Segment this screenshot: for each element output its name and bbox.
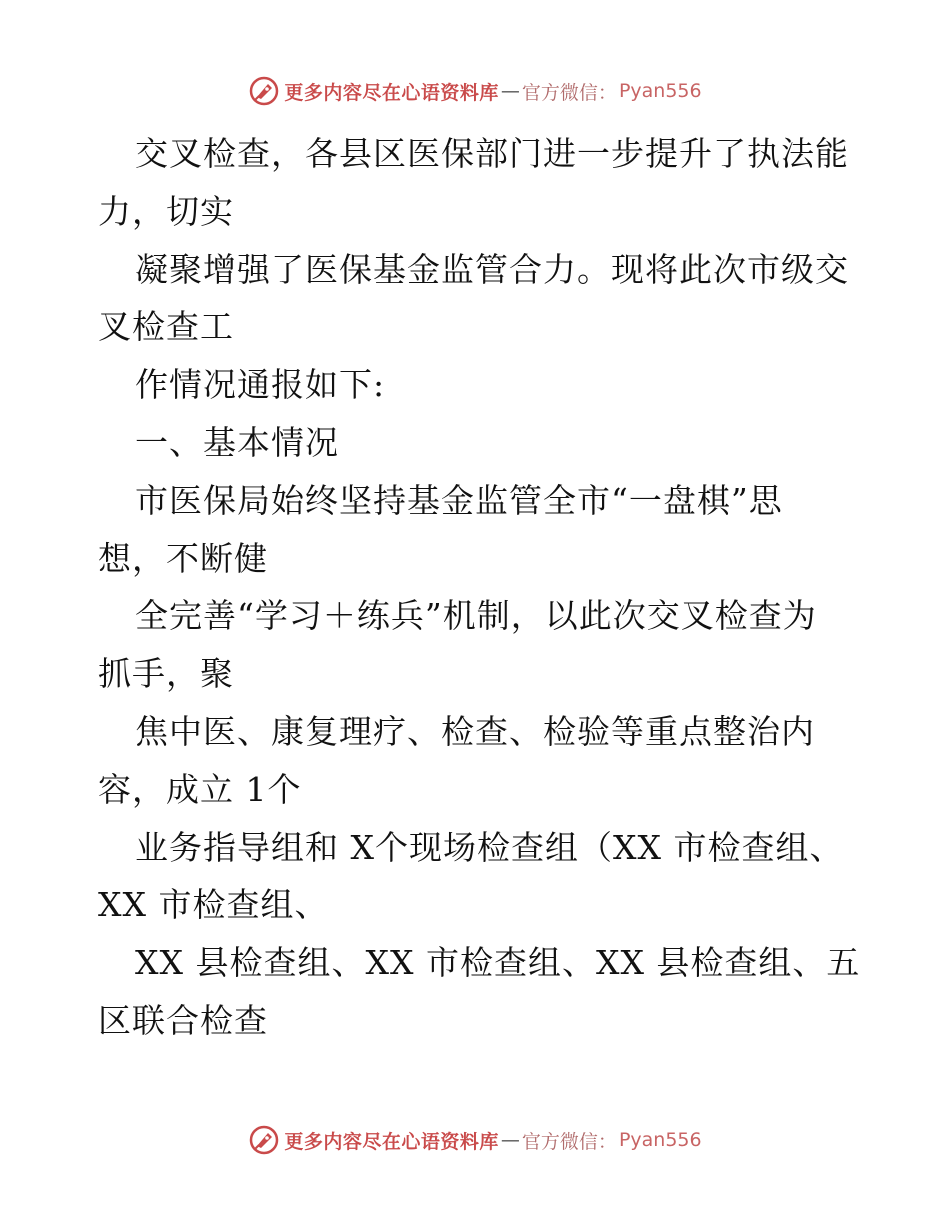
body-line: 市医保局始终坚持基金监管全市“一盘棋”思 — [135, 480, 783, 520]
pen-nib-logo-icon — [248, 75, 280, 107]
footer-dash: — — [500, 1129, 520, 1151]
body-line: 区联合检查 — [98, 1000, 268, 1040]
footer-wechat-label: 官方微信： — [521, 1130, 617, 1153]
footer-site-text: 更多内容尽在心语资料库 — [284, 1130, 499, 1153]
body-line: 想，不断健 — [98, 538, 268, 578]
body-line: 容，成立 1个 — [98, 769, 302, 809]
body-line: 凝聚增强了医保基金监管合力。现将此次市级交 — [135, 249, 849, 289]
body-line: 业务指导组和 X个现场检查组（XX 市检查组、 — [135, 827, 844, 867]
document-body — [98, 125, 868, 1050]
footer-wechat-id: Pyan556 — [618, 1129, 702, 1151]
body-line: 抓手，聚 — [98, 654, 234, 694]
header-dash: — — [500, 80, 520, 102]
header-wechat-label: 官方微信： — [521, 81, 617, 104]
body-line: 交叉检查，各县区医保部门进一步提升了执法能 — [135, 134, 849, 173]
section-heading: 一、基本情况 — [135, 422, 339, 462]
header-site-text: 更多内容尽在心语资料库 — [284, 81, 499, 104]
header-banner — [0, 71, 950, 111]
body-line: 力，切实 — [98, 191, 234, 231]
body-line: XX 县检查组、XX 市检查组、XX 县检查组、五 — [135, 943, 861, 983]
header-wechat-id: Pyan556 — [618, 80, 702, 102]
pen-nib-logo-icon — [248, 1124, 280, 1156]
body-line: XX 市检查组、 — [98, 885, 329, 925]
body-line: 全完善“学习＋练兵”机制，以此次交叉检查为 — [135, 596, 817, 636]
footer-banner — [0, 1120, 950, 1160]
body-line: 作情况通报如下: — [135, 365, 386, 405]
body-line: 叉检查工 — [98, 307, 234, 347]
body-line: 焦中医、康复理疗、检查、检验等重点整治内 — [135, 711, 815, 751]
